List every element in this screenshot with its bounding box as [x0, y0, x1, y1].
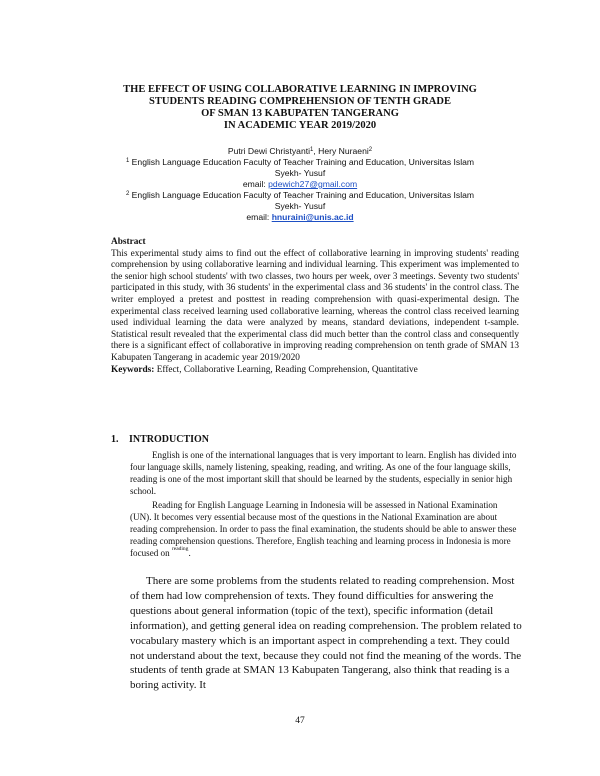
title-line: THE EFFECT OF USING COLLABORATIVE LEARNING IN IMPROVING [123, 84, 477, 95]
section-title: INTRODUCTION [129, 434, 210, 445]
email-label: email: [246, 212, 272, 222]
affiliation-sup: 1 [125, 158, 130, 164]
author-name: Hery Nuraeni [318, 146, 369, 156]
keywords-line [111, 365, 519, 377]
page-number: 47 [295, 716, 305, 726]
author-names [100, 146, 500, 157]
paragraph-text: English is one of the international languages that is very important to learn. English has divided into four language skills, namely listening, speaking, reading, and writing. As one of the four language skills, reading is one of the most important skill that should be learned by the students, especially in senior high school. [130, 450, 517, 496]
keywords-text: Effect, Collaborative Learning, Reading Comprehension, Quantitative [154, 364, 418, 375]
section-heading [111, 434, 209, 445]
affiliation-text: English Language Education Faculty of Teacher Training and Education, Universitas Islam [129, 190, 475, 200]
paragraph-text: There are some problems from the students related to reading comprehension. Most of them had low comprehension of texts. They found difficulties for answering the questions about general information (topic of the text), specific information (detail information), and getting general idea on reading comprehension. The problem related to vocabulary mastery which is an important aspect in comprehending a text. They could not understand about the text, because they could not find the meaning of the words. The students of tenth grade at SMAN 13 Kabupaten Tangerang, also think that reading is a boring activity. It [130, 575, 522, 692]
email-line-1 [100, 179, 500, 190]
email-label: email: [242, 179, 269, 189]
abstract-section [111, 237, 519, 376]
section-number: 1. [111, 434, 119, 445]
title-line: IN ACADEMIC YEAR 2019/2020 [223, 120, 377, 131]
affiliation-1-cont: Syekh- Yusuf [274, 168, 326, 178]
affiliation-1 [100, 157, 500, 168]
affiliation-text: English Language Education Faculty of Teacher Training and Education, Universitas Islam [129, 157, 475, 167]
intro-paragraph-1 [130, 449, 520, 497]
email-link[interactable]: pdewich27@gmail.com [268, 179, 358, 189]
superscript-word: reading [171, 546, 189, 552]
email-line-2 [100, 212, 500, 223]
abstract-text: This experimental study aims to find out the effect of collaborative learning in improving students' reading comprehension by using collaborative learning and individual learning. This experiment was implemented to the senior high school students' with two classes, two hours per week, over 3 meetings. Seventy two students' participated in this study, with 36 students' in the experimental class and 36 students' in the control class. The writer employed a pretest and posttest in reading comprehension with quasi-experimental design. The experimental class received learning used collaborative learning, whereas the control class received learning used individual learning the data were analyzed by means, standard deviations, independent t-sample. Statistical result revealed that the experimental class did much better than the control class and consequently there is a significant effect of collaborative in improving reading comprehension on tenth grade of SMAN 13 Kabupaten Tangerang in academic year 2019/2020 [111, 248, 519, 363]
paragraph-text: Reading for English Language Learning in Indonesia will be assessed in National Examination (UN). It becomes very essential because most of the questions in the National Examination are about reading comprehension. In order to pass the final examination, the students should be able to answer these reading comprehension questions. Therefore, English teaching and learning process in Indonesia is more focused on [130, 500, 517, 558]
author-sup: 2 [368, 147, 373, 153]
author-block [100, 146, 500, 223]
intro-paragraph-2 [130, 499, 520, 559]
title-line: STUDENTS READING COMPREHENSION OF TENTH GRADE [149, 96, 451, 107]
paragraph-end: . [188, 548, 191, 558]
keywords-label: Keywords: [111, 364, 155, 375]
email-link[interactable]: hnuraini@unis.ac.id [271, 212, 354, 222]
intro-paragraph-3 [130, 574, 522, 693]
affiliation-2 [100, 190, 500, 201]
author-name: Putri Dewi Christyanti [227, 146, 311, 156]
title-line: OF SMAN 13 KABUPATEN TANGERANG [201, 108, 399, 119]
author-separator: , [313, 146, 319, 156]
affiliation-sup: 2 [125, 191, 130, 197]
paper-title [90, 84, 510, 132]
affiliation-2-cont: Syekh- Yusuf [274, 201, 326, 211]
abstract-heading: Abstract [111, 237, 146, 247]
author-sup: 1 [310, 147, 314, 153]
